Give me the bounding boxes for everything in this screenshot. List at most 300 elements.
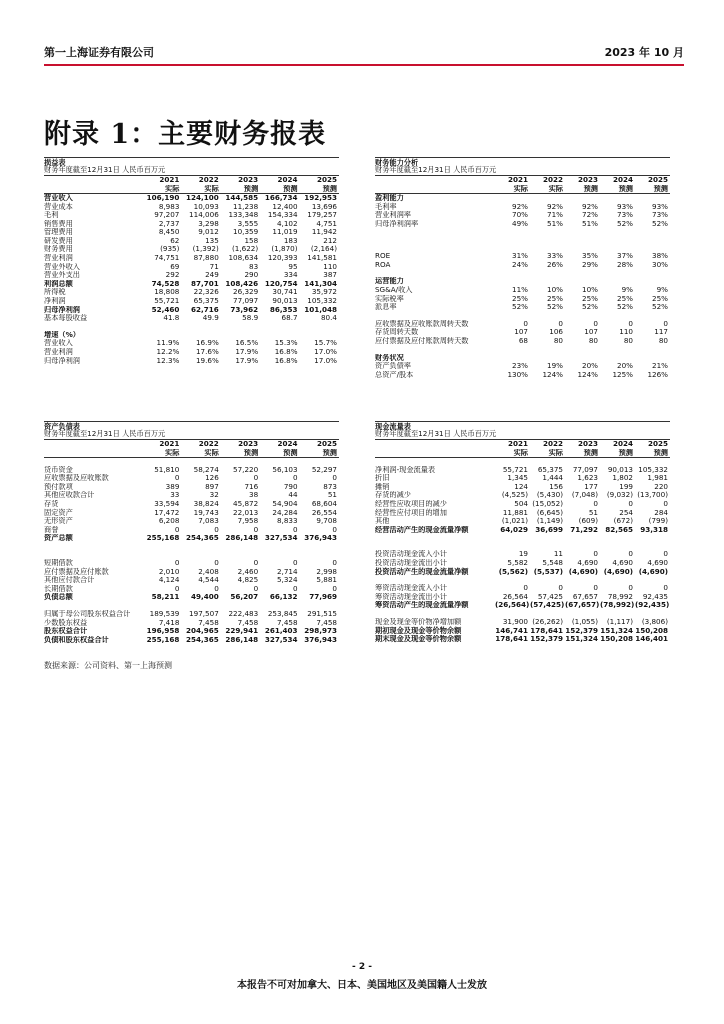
row-value: 0 bbox=[593, 499, 598, 508]
row-value: (57,425) bbox=[530, 601, 565, 610]
row-label: 折旧 bbox=[375, 474, 390, 483]
table-row bbox=[44, 323, 339, 331]
row-value: 92,435 bbox=[642, 592, 668, 601]
row-value: 16.9% bbox=[195, 339, 219, 348]
row-value: 873 bbox=[323, 482, 337, 491]
table-row bbox=[375, 618, 670, 627]
row-spacer bbox=[375, 269, 670, 277]
row-value: 152,379 bbox=[565, 626, 598, 635]
row-value: (609) bbox=[578, 517, 598, 526]
year-header: 2021 bbox=[507, 176, 528, 185]
row-value: 44 bbox=[288, 491, 298, 500]
row-value: 21% bbox=[652, 362, 668, 371]
row-label: 资产负债率 bbox=[375, 362, 411, 371]
row-value: (13,700) bbox=[637, 491, 668, 500]
table-row bbox=[44, 271, 339, 280]
row-value bbox=[565, 354, 600, 363]
table-row bbox=[44, 458, 339, 466]
row-value: 86,353 bbox=[269, 305, 298, 314]
row-value: 17.9% bbox=[235, 356, 259, 365]
row-value: 93,318 bbox=[640, 525, 668, 534]
row-value: 10,093 bbox=[193, 202, 219, 211]
table-row bbox=[375, 252, 670, 261]
row-value: 68,604 bbox=[311, 499, 337, 508]
row-value: 24% bbox=[512, 260, 528, 269]
row-value: 7,958 bbox=[237, 517, 259, 526]
row-value: (1,117) bbox=[606, 617, 633, 626]
row-value: (5,430) bbox=[536, 491, 563, 500]
row-label: 应付票据及应付账款 bbox=[44, 567, 109, 576]
row-value: 49% bbox=[512, 219, 528, 228]
row-label: 财务状况 bbox=[375, 353, 404, 362]
row-value: 0 bbox=[593, 319, 598, 328]
row-value bbox=[565, 194, 600, 203]
row-label: 预付款项 bbox=[44, 482, 73, 491]
row-label: 营业利润率 bbox=[375, 211, 411, 220]
table-row bbox=[375, 303, 670, 312]
row-value: 92% bbox=[512, 202, 528, 211]
row-label: 股东权益合计 bbox=[44, 627, 88, 636]
table-row bbox=[375, 362, 670, 371]
row-value: 58.9 bbox=[242, 314, 259, 323]
table-row bbox=[375, 635, 670, 644]
year-header: 2023 bbox=[577, 440, 598, 449]
row-value: 0 bbox=[332, 584, 337, 593]
row-label: 应付票据及应付账款周转天数 bbox=[375, 336, 469, 346]
row-value: 74,528 bbox=[151, 279, 180, 288]
table-row bbox=[44, 466, 339, 475]
row-value: 35% bbox=[582, 252, 598, 261]
row-label: 存货周转天数 bbox=[375, 328, 419, 337]
row-value: 141,304 bbox=[304, 279, 337, 288]
row-label: 营业利润 bbox=[44, 253, 73, 263]
row-value: 334 bbox=[283, 271, 298, 280]
row-value: 2,010 bbox=[158, 567, 180, 576]
table-row bbox=[44, 474, 339, 483]
row-value bbox=[530, 354, 565, 363]
year-type-header: 预测 bbox=[635, 449, 670, 458]
year-type-header: 实际 bbox=[495, 449, 530, 458]
row-value: 108,634 bbox=[228, 253, 259, 263]
table-row bbox=[44, 357, 339, 366]
row-value: 7,458 bbox=[316, 618, 337, 627]
row-value bbox=[300, 331, 339, 340]
row-label: 财务费用 bbox=[44, 245, 73, 254]
row-value: (672) bbox=[613, 517, 633, 526]
table-row bbox=[375, 354, 670, 363]
row-value: 51% bbox=[547, 219, 563, 228]
row-value: 108,426 bbox=[225, 279, 259, 288]
year-header: 2021 bbox=[507, 440, 528, 449]
year-header: 2021 bbox=[159, 176, 180, 185]
row-spacer bbox=[375, 312, 670, 320]
row-value: 73% bbox=[617, 211, 633, 220]
row-value: 32 bbox=[209, 491, 219, 500]
row-value: 25% bbox=[547, 294, 563, 303]
header-spacer bbox=[375, 185, 495, 194]
row-value: 33 bbox=[170, 491, 180, 500]
row-value: 8,983 bbox=[158, 202, 180, 211]
table-row bbox=[375, 269, 670, 277]
row-value: 72% bbox=[582, 211, 598, 220]
row-value: 5,881 bbox=[316, 576, 337, 585]
row-value: 30% bbox=[652, 260, 668, 269]
row-label: 摊销 bbox=[375, 482, 390, 491]
row-label: 营业利润 bbox=[44, 347, 73, 356]
row-value: 95 bbox=[288, 262, 298, 271]
row-value: 1,802 bbox=[612, 474, 633, 483]
row-value: 83 bbox=[249, 262, 259, 271]
row-value: 2,714 bbox=[276, 567, 298, 576]
row-value bbox=[530, 277, 565, 286]
row-value: 4,544 bbox=[198, 576, 219, 585]
year-type-header: 实际 bbox=[181, 185, 220, 194]
row-value: 11,881 bbox=[502, 508, 528, 517]
row-value bbox=[635, 277, 670, 286]
row-value: 58,211 bbox=[151, 593, 180, 602]
row-label: 固定资产 bbox=[44, 508, 73, 517]
row-spacer bbox=[375, 228, 670, 236]
table-row bbox=[44, 211, 339, 220]
row-value: 0 bbox=[558, 319, 563, 328]
row-value: 126% bbox=[647, 370, 668, 379]
row-value: 4,751 bbox=[316, 219, 337, 228]
table-row bbox=[375, 312, 670, 320]
row-value: 12.3% bbox=[156, 356, 180, 365]
row-value: 25% bbox=[617, 294, 633, 303]
row-value: 5,548 bbox=[542, 558, 563, 567]
row-value: 0 bbox=[628, 499, 633, 508]
income-statement-title: 损益表 bbox=[44, 157, 339, 166]
table-row bbox=[375, 534, 670, 542]
row-value: 178,641 bbox=[495, 635, 528, 644]
table-row bbox=[44, 593, 339, 602]
table-row bbox=[375, 500, 670, 509]
row-value: 20% bbox=[617, 362, 633, 371]
row-value: 17.6% bbox=[195, 347, 219, 356]
row-label: 短期借款 bbox=[44, 558, 73, 567]
row-value: 196,958 bbox=[146, 627, 180, 636]
row-value: 0 bbox=[593, 550, 598, 559]
row-value: 17.0% bbox=[314, 356, 337, 365]
year-type-header: 预测 bbox=[221, 449, 260, 458]
row-value: 87,880 bbox=[193, 253, 219, 263]
row-value: 291,515 bbox=[307, 609, 337, 618]
row-value: 22,013 bbox=[233, 508, 259, 517]
year-header: 2024 bbox=[277, 176, 298, 185]
row-value: 387 bbox=[323, 271, 337, 280]
row-value: 28% bbox=[617, 260, 633, 269]
header-spacer bbox=[44, 176, 142, 185]
row-value: (1,870) bbox=[271, 245, 298, 254]
row-value: 141,581 bbox=[307, 253, 337, 263]
company-name: 第一上海证券有限公司 bbox=[44, 46, 154, 59]
row-value: 80 bbox=[553, 336, 563, 346]
table-row bbox=[44, 551, 339, 559]
row-value: 57,220 bbox=[233, 465, 259, 474]
year-header: 2025 bbox=[647, 440, 668, 449]
row-value: 25% bbox=[652, 294, 668, 303]
row-value: 110 bbox=[619, 328, 633, 337]
row-value: 1,444 bbox=[542, 474, 563, 483]
row-value: (1,021) bbox=[501, 517, 528, 526]
row-value: 52,297 bbox=[311, 465, 337, 474]
row-label: 负债和股东权益合计 bbox=[44, 635, 109, 644]
data-source-note: 数据来源：公司资料、第一上海预测 bbox=[44, 661, 172, 670]
year-type-header: 预测 bbox=[300, 185, 339, 194]
cash-flow-panel bbox=[375, 421, 670, 644]
row-spacer bbox=[44, 551, 339, 559]
row-spacer bbox=[44, 323, 339, 331]
row-value: 80 bbox=[658, 336, 668, 346]
row-label: 总资产/股本 bbox=[375, 370, 414, 379]
row-value: 31% bbox=[512, 252, 528, 261]
row-value: 120,393 bbox=[267, 253, 298, 263]
row-value: 126 bbox=[205, 474, 219, 483]
row-value: 504 bbox=[514, 499, 528, 508]
row-value: 4,690 bbox=[647, 558, 668, 567]
table-row bbox=[375, 601, 670, 610]
row-value: 117 bbox=[654, 328, 668, 337]
row-value: 36,699 bbox=[535, 525, 563, 534]
year-type-header: 实际 bbox=[495, 185, 530, 194]
row-value: (4,525) bbox=[501, 491, 528, 500]
row-value: 0 bbox=[253, 474, 259, 483]
row-value: 3,298 bbox=[198, 219, 219, 228]
table-row bbox=[44, 339, 339, 348]
year-header: 2022 bbox=[542, 176, 563, 185]
row-value: (5,537) bbox=[533, 567, 563, 576]
header-spacer bbox=[44, 440, 142, 449]
row-spacer bbox=[375, 244, 670, 252]
row-value bbox=[142, 331, 181, 340]
table-row bbox=[44, 500, 339, 509]
row-value: 11.9% bbox=[156, 339, 180, 348]
row-value bbox=[495, 277, 530, 286]
row-value: 51,810 bbox=[154, 465, 180, 474]
row-label: 销售费用 bbox=[44, 219, 73, 228]
row-value: 124% bbox=[577, 370, 598, 379]
row-value: 31,900 bbox=[502, 617, 528, 626]
year-header: 2025 bbox=[316, 440, 337, 449]
row-value: 26,329 bbox=[233, 288, 259, 297]
row-value: 78,992 bbox=[607, 592, 633, 601]
row-value: (7,048) bbox=[571, 491, 598, 500]
row-value: 249 bbox=[205, 271, 219, 280]
table-row bbox=[44, 517, 339, 526]
row-value: 376,943 bbox=[304, 534, 337, 543]
row-value: 0 bbox=[253, 525, 259, 534]
year-header: 2024 bbox=[612, 440, 633, 449]
row-value: 105,332 bbox=[638, 465, 668, 474]
row-label: 基本每股收益 bbox=[44, 314, 88, 323]
row-label: 货币资金 bbox=[44, 465, 73, 474]
row-value bbox=[530, 194, 565, 203]
row-value: 10,359 bbox=[233, 228, 259, 237]
row-value: (9,032) bbox=[606, 491, 633, 500]
row-value: 73,962 bbox=[230, 305, 259, 314]
financial-ratios-title: 财务能力分析 bbox=[375, 157, 670, 166]
row-value: 0 bbox=[174, 525, 180, 534]
year-header: 2025 bbox=[647, 176, 668, 185]
row-value: 254 bbox=[619, 508, 633, 517]
row-value: 124 bbox=[514, 482, 528, 491]
row-value: 151,324 bbox=[600, 626, 633, 635]
year-header: 2022 bbox=[542, 440, 563, 449]
row-value: 58,274 bbox=[193, 465, 219, 474]
row-value: 22,326 bbox=[193, 288, 219, 297]
year-header: 2025 bbox=[316, 176, 337, 185]
row-value: 97,207 bbox=[154, 211, 180, 220]
cash-flow-table bbox=[375, 440, 670, 644]
row-spacer bbox=[375, 458, 670, 466]
table-row bbox=[375, 295, 670, 304]
financial-ratios-table bbox=[375, 176, 670, 379]
table-row bbox=[375, 466, 670, 475]
row-value: 52% bbox=[582, 303, 598, 312]
table-row bbox=[375, 626, 670, 635]
year-type-header: 预测 bbox=[260, 185, 299, 194]
row-value: 9% bbox=[656, 285, 668, 295]
row-value: 183 bbox=[283, 236, 298, 245]
row-value: 298,973 bbox=[304, 627, 337, 636]
income-statement-panel bbox=[44, 157, 339, 365]
row-value: 0 bbox=[174, 558, 180, 567]
table-row bbox=[44, 559, 339, 568]
row-value: 23% bbox=[512, 362, 528, 371]
table-row bbox=[375, 228, 670, 236]
table-row bbox=[375, 526, 670, 535]
row-value: 124,100 bbox=[186, 193, 219, 202]
row-value: (1,622) bbox=[231, 245, 259, 254]
row-value: 5,324 bbox=[276, 576, 298, 585]
table-row bbox=[44, 228, 339, 237]
year-type-header: 预测 bbox=[600, 185, 635, 194]
row-spacer bbox=[375, 236, 670, 244]
income-statement-table bbox=[44, 176, 339, 365]
row-value: 0 bbox=[663, 584, 668, 593]
table-row bbox=[375, 337, 670, 346]
row-value: 80 bbox=[623, 336, 633, 346]
row-value: 106 bbox=[549, 328, 563, 337]
row-value: 80 bbox=[588, 336, 598, 346]
table-row bbox=[44, 254, 339, 263]
row-value: 0 bbox=[332, 558, 337, 567]
row-value: 7,458 bbox=[276, 618, 298, 627]
row-label: 存货的减少 bbox=[375, 491, 411, 500]
row-value: 110 bbox=[323, 262, 337, 271]
row-value: 51 bbox=[588, 508, 598, 517]
row-value: 212 bbox=[323, 236, 337, 245]
table-row bbox=[44, 237, 339, 246]
row-value: 25% bbox=[512, 294, 528, 303]
row-value: 166,734 bbox=[264, 193, 298, 202]
row-value: 38,824 bbox=[193, 499, 219, 508]
row-label: 经营性应收项目的减少 bbox=[375, 499, 447, 508]
row-value: 52,460 bbox=[151, 305, 180, 314]
row-value: 12.2% bbox=[156, 347, 180, 356]
row-value: 52% bbox=[652, 303, 668, 312]
row-label: SG&A/收入 bbox=[375, 285, 413, 295]
row-value: 107 bbox=[514, 328, 528, 337]
row-value: 0 bbox=[523, 319, 528, 328]
row-label: 运营能力 bbox=[375, 277, 404, 286]
table-row bbox=[44, 576, 339, 585]
row-value: 4,690 bbox=[612, 558, 633, 567]
row-value: 10% bbox=[582, 285, 598, 295]
row-value: 6,208 bbox=[158, 517, 180, 526]
row-label: ROA bbox=[375, 260, 391, 269]
row-label: 投资活动现金流出小计 bbox=[375, 558, 447, 567]
table-row bbox=[44, 297, 339, 306]
row-label: 毛利率 bbox=[375, 202, 397, 211]
row-value: 56,103 bbox=[272, 465, 298, 474]
row-value: 87,701 bbox=[191, 279, 219, 288]
row-label: 管理费用 bbox=[44, 228, 73, 237]
row-value: 0 bbox=[174, 584, 180, 593]
row-value: 0 bbox=[292, 474, 298, 483]
row-label: 利润总额 bbox=[44, 279, 73, 288]
row-value: 52% bbox=[512, 303, 528, 312]
row-value: 38% bbox=[652, 252, 668, 261]
table-row bbox=[44, 288, 339, 297]
row-label: 负债总额 bbox=[44, 593, 73, 602]
row-value: (1,149) bbox=[536, 517, 563, 526]
row-value: 150,208 bbox=[600, 635, 633, 644]
row-value: 0 bbox=[628, 584, 633, 593]
table-row bbox=[375, 458, 670, 466]
row-value: 222,483 bbox=[228, 609, 259, 618]
table-row bbox=[375, 550, 670, 559]
row-value: 64,029 bbox=[500, 525, 528, 534]
year-type-header: 预测 bbox=[565, 185, 600, 194]
report-date: 2023 年 10 月 bbox=[604, 46, 684, 59]
year-header: 2023 bbox=[238, 440, 259, 449]
table-row bbox=[375, 202, 670, 211]
row-value: 0 bbox=[593, 584, 598, 593]
row-value: 146,741 bbox=[495, 626, 528, 635]
table-row bbox=[375, 320, 670, 329]
row-spacer bbox=[375, 346, 670, 354]
row-label: 派息率 bbox=[375, 303, 397, 312]
header-spacer bbox=[375, 176, 495, 185]
row-value: 16.8% bbox=[274, 347, 298, 356]
row-label: 毛利 bbox=[44, 211, 59, 220]
table-row bbox=[375, 194, 670, 203]
row-value: 120,754 bbox=[264, 279, 298, 288]
row-value: (4,690) bbox=[568, 567, 598, 576]
row-value: 49,400 bbox=[191, 593, 219, 602]
row-label: 应收票据及应收账款 bbox=[44, 474, 109, 483]
row-label: 其他应收款合计 bbox=[44, 491, 95, 500]
table-row bbox=[375, 371, 670, 380]
row-value: 35,972 bbox=[311, 288, 337, 297]
year-type-header: 实际 bbox=[142, 449, 181, 458]
balance-sheet-title: 资产负债表 bbox=[44, 421, 339, 430]
row-value: 51 bbox=[327, 491, 337, 500]
year-header: 2024 bbox=[277, 440, 298, 449]
table-row bbox=[44, 280, 339, 289]
row-label: 期末现金及现金等价物余额 bbox=[375, 635, 462, 644]
row-value: 0 bbox=[663, 319, 668, 328]
year-header: 2024 bbox=[612, 176, 633, 185]
row-spacer bbox=[44, 602, 339, 610]
year-header: 2021 bbox=[159, 440, 180, 449]
table-row bbox=[44, 534, 339, 543]
row-value: 0 bbox=[253, 558, 259, 567]
table-row bbox=[44, 526, 339, 535]
row-value: 107 bbox=[584, 328, 598, 337]
